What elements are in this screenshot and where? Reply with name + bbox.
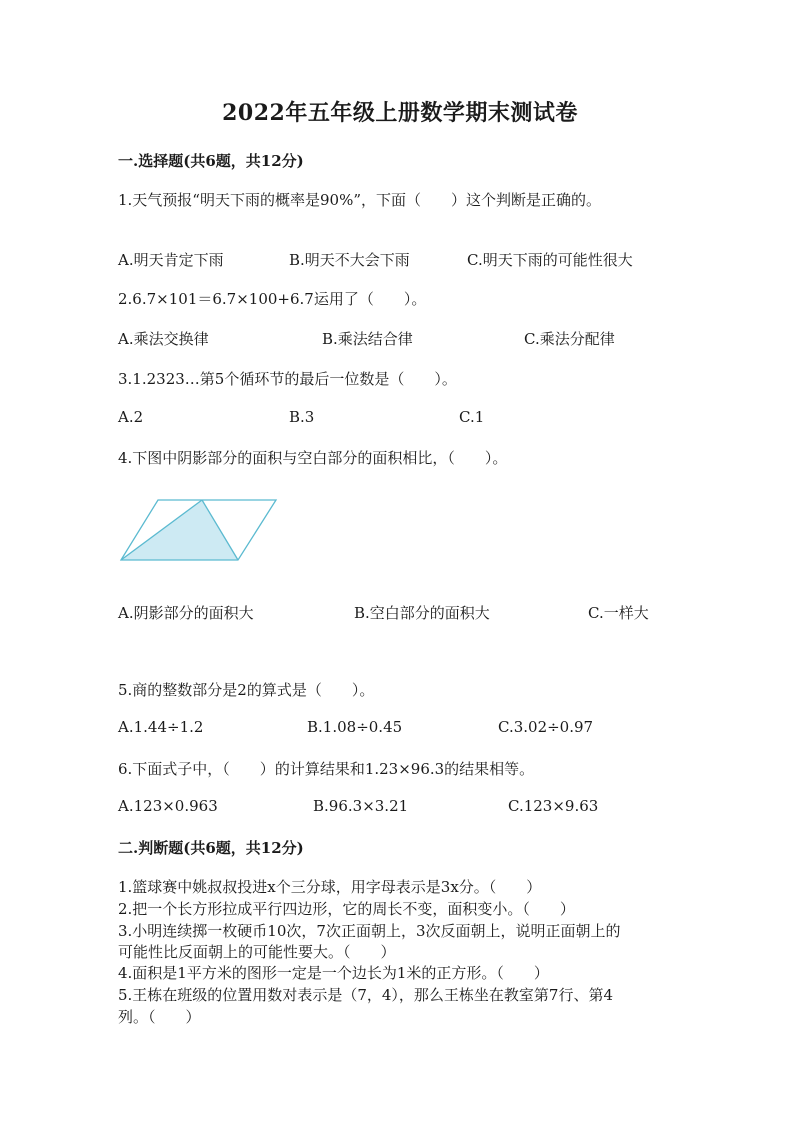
question-3-option-c: C.1	[459, 408, 485, 426]
question-3-option-a: A.2	[118, 408, 144, 426]
question-5-option-b: B.1.08÷0.45	[307, 718, 403, 736]
question-6-option-c: C.123×9.63	[508, 797, 599, 815]
judgement-3-line-1: 3.小明连续掷一枚硬币10次，7次正面朝上，3次反面朝上，说明正面朝上的	[118, 922, 621, 940]
judgement-5-line-2: 列。（ ）	[118, 1008, 201, 1026]
question-3: 3.1.2323…第5个循环节的最后一位数是（ ）。	[118, 370, 457, 388]
question-5-option-a: A.1.44÷1.2	[118, 718, 204, 736]
question-6-option-b: B.96.3×3.21	[313, 797, 409, 815]
judgement-4: 4.面积是1平方米的图形一定是一个边长为1米的正方形。（ ）	[118, 964, 549, 982]
question-6-option-a: A.123×0.963	[118, 797, 218, 815]
question-2: 2.6.7×101＝6.7×100+6.7运用了（ ）。	[118, 290, 427, 308]
question-2-option-c: C.乘法分配律	[524, 330, 615, 348]
question-4: 4.下图中阴影部分的面积与空白部分的面积相比，（ ）。	[118, 449, 508, 467]
question-1-option-a: A.明天肯定下雨	[118, 251, 224, 269]
question-1-option-b: B.明天不大会下雨	[289, 251, 410, 269]
question-4-option-a: A.阴影部分的面积大	[118, 604, 254, 622]
question-5: 5.商的整数部分是2的算式是（ ）。	[118, 681, 375, 699]
judgement-2: 2.把一个长方形拉成平行四边形，它的周长不变，面积变小。（ ）	[118, 900, 575, 918]
question-6: 6.下面式子中，（ ）的计算结果和1.23×96.3的结果相等。	[118, 760, 535, 778]
judgement-5-line-1: 5.王栋在班级的位置用数对表示是（7，4），那么王栋坐在教室第7行、第4	[118, 986, 613, 1004]
question-4-option-b: B.空白部分的面积大	[354, 604, 490, 622]
question-4-option-c: C.一样大	[588, 604, 649, 622]
page-title: 2022年五年级上册数学期末测试卷	[222, 100, 578, 126]
parallelogram-figure	[118, 496, 280, 566]
question-3-option-b: B.3	[289, 408, 315, 426]
judgement-1: 1.篮球赛中姚叔叔投进x个三分球，用字母表示是3x分。（ ）	[118, 878, 542, 896]
section-2-heading: 二.判断题(共6题，共12分)	[118, 839, 304, 857]
question-1-option-c: C.明天下雨的可能性很大	[467, 251, 633, 269]
question-2-option-b: B.乘法结合律	[322, 330, 413, 348]
question-1: 1.天气预报“明天下雨的概率是90%”，下面（ ）这个判断是正确的。	[118, 191, 601, 209]
question-2-option-a: A.乘法交换律	[118, 330, 209, 348]
question-5-option-c: C.3.02÷0.97	[498, 718, 594, 736]
judgement-3-line-2: 可能性比反面朝上的可能性要大。（ ）	[118, 943, 396, 961]
section-1-heading: 一.选择题(共6题，共12分)	[118, 152, 304, 170]
